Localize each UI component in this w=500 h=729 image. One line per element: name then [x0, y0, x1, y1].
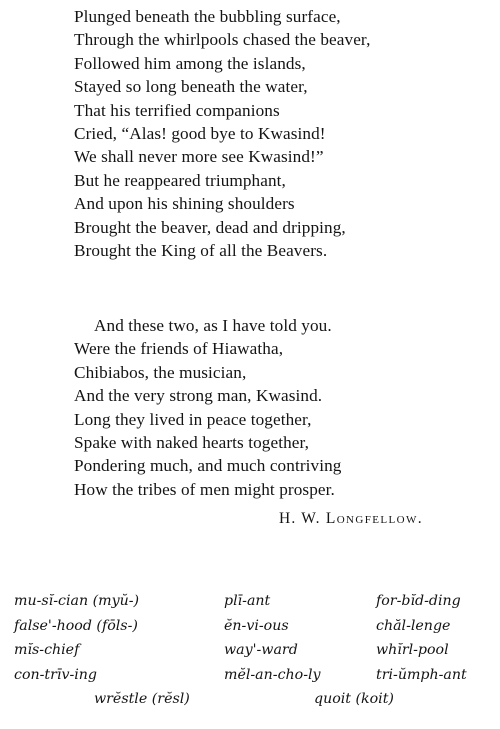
vocabulary-row [0, 618, 500, 643]
poem-line: And the very strong man, Kwasind. [74, 386, 323, 406]
author-surname: Longfellow. [325, 510, 424, 527]
poem-line: Spake with naked hearts together, [74, 432, 310, 452]
poem-line: Cried, “Alas! good bye to Kwasind! [74, 123, 326, 143]
poem-line: How the tribes of men might prosper. [74, 479, 335, 499]
poem-line: Pondering much, and much contriving [74, 456, 342, 476]
vocabulary-word: for-bĭd-ding [376, 593, 461, 609]
vocabulary-word: way'-ward [224, 642, 298, 658]
vocabulary-row [0, 667, 500, 692]
vocabulary-word: whĭrl-pool [376, 642, 449, 658]
vocabulary-word: wrĕstle (rĕsl) [94, 691, 190, 707]
vocabulary-word: false'-hood (fōls-) [14, 617, 138, 634]
poem-line: Chibiabos, the musician, [74, 362, 247, 382]
vocabulary-row [0, 691, 500, 716]
poem-line: Brought the King of all the Beavers. [74, 240, 328, 260]
stanza-1 [74, 5, 494, 262]
poem-line: Through the whirlpools chased the beaver, [74, 30, 371, 50]
stanza-2 [74, 314, 494, 501]
vocabulary-list [0, 593, 500, 716]
poem-line: We shall never more see Kwasind!” [74, 147, 324, 167]
poem-line: Plunged beneath the bubbling surface, [74, 7, 341, 26]
poem-line: Stayed so long beneath the water, [74, 77, 308, 97]
vocabulary-word: mĕl-an-cho-ly [224, 666, 321, 683]
poem-line: But he reappeared triumphant, [74, 170, 286, 190]
vocabulary-word: plī-ant [224, 593, 271, 609]
vocabulary-word: mu-sĭ-cian (myŭ-) [14, 593, 140, 609]
author-initials: H. W. [279, 510, 326, 527]
vocabulary-word: ĕn-vi-ous [224, 617, 289, 634]
poem-line: Were the friends of Hiawatha, [74, 339, 284, 359]
vocabulary-row [0, 642, 500, 667]
vocabulary-word: tri-ŭmph-ant [376, 666, 467, 683]
poem-line: Followed him among the islands, [74, 53, 306, 73]
poem-attribution [279, 510, 423, 528]
poem-line: And these two, as I have told you. [94, 316, 332, 335]
vocabulary-word: quoit (koit) [314, 691, 394, 707]
vocabulary-word: con-trīv-ing [14, 666, 98, 683]
poem-line: That his terrified companions [74, 100, 280, 120]
vocabulary-word: chăl-lenge [376, 617, 451, 634]
vocabulary-row [0, 593, 500, 618]
vocabulary-word: mĭs-chief [14, 642, 80, 658]
poem-line: Long they lived in peace together, [74, 409, 312, 429]
poem-line: And upon his shining shoulders [74, 194, 295, 214]
poem-line: Brought the beaver, dead and dripping, [74, 217, 346, 237]
